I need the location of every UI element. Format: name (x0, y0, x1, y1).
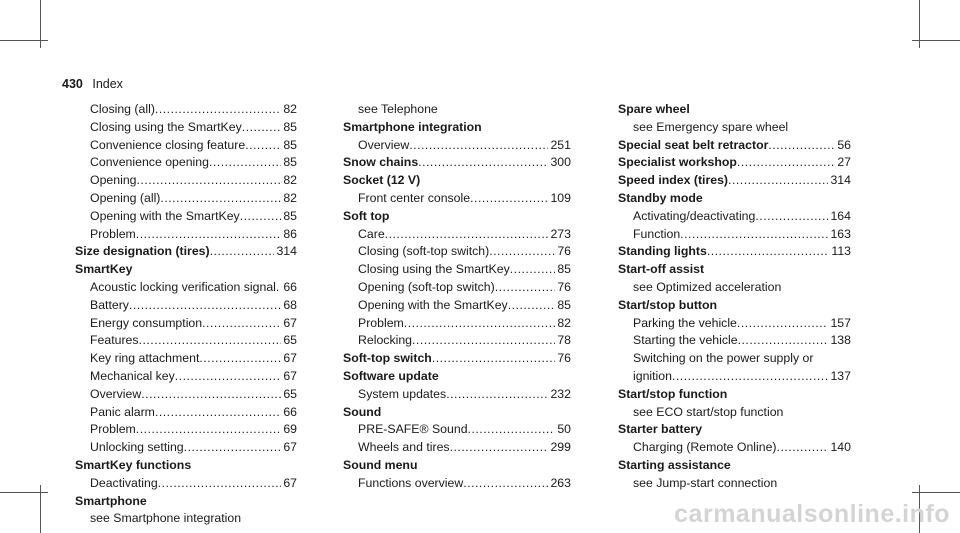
dot-leader (755, 208, 828, 226)
dot-leader (737, 315, 829, 333)
index-term: Acoustic locking verification signal (90, 279, 276, 294)
index-term: Closing (all) (90, 102, 155, 116)
index-term: Opening with the SmartKey (90, 208, 240, 223)
index-entry (618, 154, 851, 172)
index-entry (618, 386, 851, 404)
index-term: Parking the vehicle (633, 315, 737, 330)
index-term: Wheels and tires (358, 440, 450, 455)
page-reference[interactable]: 85 (557, 262, 571, 277)
page-reference[interactable]: 78 (557, 333, 571, 348)
index-subentry (75, 101, 297, 119)
index-term: see Telephone (358, 102, 438, 116)
index-term: Opening (90, 173, 137, 188)
crop-mark (912, 40, 960, 41)
dot-leader (242, 119, 282, 137)
index-term: ignition (633, 368, 672, 383)
index-subentry (75, 315, 297, 333)
dot-leader (245, 137, 281, 155)
index-subentry (75, 190, 297, 208)
index-subentry (343, 386, 571, 404)
index-term: Spare wheel (618, 102, 690, 116)
section-title: Index (92, 77, 123, 91)
index-term: SmartKey (75, 262, 133, 277)
page-reference[interactable]: 67 (283, 351, 297, 366)
dot-leader (184, 439, 282, 457)
index-entry (343, 404, 571, 422)
crop-mark (912, 492, 960, 493)
dot-leader (158, 475, 282, 493)
index-term: PRE-SAFE® Sound (358, 422, 468, 437)
index-see-reference (75, 510, 297, 528)
dot-leader (409, 137, 548, 155)
page-reference[interactable]: 82 (557, 315, 571, 330)
page-reference[interactable]: 68 (283, 297, 297, 312)
index-term: Deactivating (90, 475, 158, 490)
index-term: Socket (12 V) (343, 173, 421, 188)
dot-leader (141, 386, 281, 404)
index-subentry (75, 475, 297, 493)
index-term: Smartphone integration (343, 119, 482, 134)
index-subentry (343, 226, 571, 244)
index-subentry (75, 172, 297, 190)
watermark: carmanualsonline.info (674, 500, 950, 528)
index-term: Overview (90, 386, 142, 401)
index-term: Relocking (358, 333, 412, 348)
dot-leader (707, 243, 830, 261)
index-term: Function (633, 226, 681, 241)
index-term: Standby mode (618, 190, 703, 205)
index-term: Soft top (343, 208, 390, 223)
dot-leader (510, 261, 556, 279)
index-entry (343, 119, 571, 137)
dot-leader (737, 154, 835, 172)
index-subentry (75, 297, 297, 315)
dot-leader (240, 208, 282, 226)
page-reference[interactable]: 82 (283, 190, 297, 205)
page-reference[interactable]: 65 (283, 333, 297, 348)
dot-leader (728, 172, 828, 190)
index-term: Closing (soft-top switch) (358, 244, 490, 259)
index-term: see ECO start/stop function (633, 404, 784, 419)
index-subentry (343, 332, 571, 350)
dot-leader (672, 368, 829, 386)
dot-leader (404, 315, 556, 333)
index-subentry (618, 439, 851, 457)
index-term: Starter battery (618, 422, 703, 437)
index-subentry (75, 208, 297, 226)
page-number: 430 (62, 77, 83, 91)
index-subentry (75, 332, 297, 350)
page-reference[interactable]: 82 (283, 173, 297, 188)
index-subentry (618, 332, 851, 350)
page-reference[interactable]: 251 (550, 137, 571, 152)
index-term: Care (358, 226, 385, 241)
index-term: Opening with the SmartKey (358, 297, 508, 312)
index-subentry (75, 439, 297, 457)
index-entry (343, 368, 571, 386)
index-term: Starting assistance (618, 457, 731, 472)
dot-leader (129, 297, 281, 315)
index-entry (343, 208, 571, 226)
dot-leader (450, 439, 549, 457)
page-reference[interactable]: 27 (837, 155, 851, 170)
page-reference[interactable]: 137 (830, 368, 851, 383)
index-entry (75, 493, 297, 511)
page-reference[interactable]: 69 (283, 422, 297, 437)
index-term: Snow chains (343, 155, 419, 170)
crop-mark (0, 40, 48, 41)
dot-leader (470, 190, 548, 208)
dot-leader (680, 226, 828, 244)
dot-leader (495, 279, 556, 297)
index-subentry (343, 421, 571, 439)
index-entry (618, 421, 851, 439)
index-entry (343, 154, 571, 172)
index-term: Problem (358, 315, 404, 330)
index-entry (618, 101, 851, 119)
index-term: Front center console (358, 190, 471, 205)
index-subentry (75, 137, 297, 155)
index-term: SmartKey functions (75, 457, 192, 472)
dot-leader (777, 439, 829, 457)
dot-leader (508, 297, 556, 315)
page-reference[interactable]: 76 (557, 351, 571, 366)
index-term: Features (90, 333, 139, 348)
index-term: Soft-top switch (343, 351, 432, 366)
dot-leader (199, 350, 281, 368)
index-term: Unlocking setting (90, 440, 184, 455)
index-term: Speed index (tires) (618, 173, 729, 188)
page-reference[interactable]: 85 (283, 137, 297, 152)
index-term: System updates (358, 386, 447, 401)
index-subentry (75, 119, 297, 137)
page-reference[interactable]: 299 (550, 440, 571, 455)
index-subentry (75, 279, 297, 297)
index-term: Sound (343, 404, 382, 419)
dot-leader (160, 190, 281, 208)
dot-leader (155, 101, 281, 119)
page-reference[interactable]: 273 (550, 226, 571, 241)
index-subentry (75, 154, 297, 172)
dot-leader (768, 137, 835, 155)
dot-leader (385, 226, 549, 244)
index-entry (618, 261, 851, 279)
index-term: Specialist workshop (618, 155, 737, 170)
page-reference[interactable]: 314 (276, 244, 297, 259)
index-term: Problem (90, 422, 136, 437)
index-term: Special seat belt retractor (618, 137, 769, 152)
dot-leader (418, 154, 548, 172)
index-entry (618, 243, 851, 261)
index-term: Energy consumption (90, 315, 203, 330)
page-reference[interactable]: 76 (557, 279, 571, 294)
index-entry (618, 172, 851, 190)
index-term: Start/stop button (618, 297, 718, 312)
index-term: Convenience closing feature (90, 137, 246, 152)
page-reference[interactable]: 300 (550, 155, 571, 170)
page-reference[interactable]: 109 (550, 190, 571, 205)
page-reference[interactable]: 85 (283, 155, 297, 170)
index-column-1 (75, 101, 297, 528)
index-term: see Jump-start connection (633, 475, 778, 490)
page-reference[interactable]: 164 (830, 208, 851, 223)
index-subentry (618, 350, 851, 368)
index-term: Switching on the power supply or (633, 351, 814, 366)
dot-leader (276, 279, 281, 297)
page-reference[interactable]: 66 (283, 404, 297, 419)
page-reference[interactable]: 86 (283, 226, 297, 241)
page-reference[interactable]: 138 (830, 333, 851, 348)
dot-leader (136, 226, 282, 244)
index-term: Closing using the SmartKey (358, 262, 510, 277)
page-reference[interactable]: 140 (830, 440, 851, 455)
dot-leader (209, 154, 281, 172)
index-entry (343, 350, 571, 368)
page-reference[interactable]: 157 (830, 315, 851, 330)
index-entry (618, 137, 851, 155)
page-reference[interactable]: 67 (283, 368, 297, 383)
index-subentry (75, 350, 297, 368)
index-term: Key ring attachment (90, 351, 200, 366)
page-reference[interactable]: 67 (283, 315, 297, 330)
index-subentry (618, 208, 851, 226)
index-term: Size designation (tires) (75, 244, 210, 259)
index-term: Charging (Remote Online) (633, 440, 777, 455)
dot-leader (155, 404, 281, 422)
page-reference[interactable]: 67 (283, 475, 297, 490)
index-entry (75, 261, 297, 279)
index-see-reference (618, 279, 851, 297)
index-term: Problem (90, 226, 136, 241)
page-reference[interactable]: 76 (557, 244, 571, 259)
dot-leader (412, 332, 555, 350)
index-term: Starting the vehicle (633, 333, 738, 348)
page-reference[interactable]: 56 (837, 137, 851, 152)
crop-mark (0, 492, 48, 493)
page-reference[interactable]: 66 (283, 279, 297, 294)
index-see-reference (618, 404, 851, 422)
page-reference[interactable]: 314 (830, 173, 851, 188)
index-term: Battery (90, 297, 129, 312)
page-reference[interactable]: 85 (557, 297, 571, 312)
index-term: Convenience opening (90, 155, 209, 170)
dot-leader (139, 332, 282, 350)
index-term: Functions overview (358, 475, 464, 490)
page-reference[interactable]: 82 (283, 102, 297, 116)
index-subentry (618, 226, 851, 244)
page-reference[interactable]: 65 (283, 386, 297, 401)
index-term: Opening (all) (90, 190, 161, 205)
index-term: Start-off assist (618, 262, 705, 277)
index-subentry (343, 315, 571, 333)
index-entry (343, 172, 571, 190)
index-subentry (75, 226, 297, 244)
index-entry (618, 297, 851, 315)
index-entry (618, 457, 851, 475)
index-subentry (618, 315, 851, 333)
dot-leader (175, 368, 282, 386)
dot-leader (210, 243, 275, 261)
index-term: Opening (soft-top switch) (358, 279, 495, 294)
index-subentry (343, 190, 571, 208)
index-term: see Smartphone integration (90, 511, 242, 526)
dot-leader (446, 386, 548, 404)
index-subentry (75, 386, 297, 404)
index-subentry (343, 475, 571, 493)
index-subentry (75, 404, 297, 422)
page-reference[interactable]: 67 (283, 440, 297, 455)
dot-leader (202, 315, 281, 333)
dot-leader (468, 421, 556, 439)
page-reference[interactable]: 163 (830, 226, 851, 241)
index-column-3 (618, 101, 851, 493)
index-term: Mechanical key (90, 368, 175, 383)
index-subentry (343, 137, 571, 155)
index-entry (75, 243, 297, 261)
index-term: Smartphone (75, 493, 147, 508)
index-subentry (343, 243, 571, 261)
index-term: Software update (343, 368, 439, 383)
index-entry (618, 190, 851, 208)
index-see-reference (618, 119, 851, 137)
index-subentry (343, 261, 571, 279)
index-term: Panic alarm (90, 404, 155, 419)
page-reference[interactable]: 50 (557, 422, 571, 437)
index-term: Activating/deactivating (633, 208, 756, 223)
index-subentry (618, 368, 851, 386)
index-see-reference (618, 475, 851, 493)
index-column-2 (343, 101, 571, 493)
dot-leader (738, 332, 829, 350)
page-reference[interactable]: 85 (283, 119, 297, 134)
index-entry (75, 457, 297, 475)
index-term: Standing lights (618, 244, 707, 259)
page-reference[interactable]: 232 (550, 386, 571, 401)
index-entry (343, 457, 571, 475)
index-subentry (75, 421, 297, 439)
index-term: Sound menu (343, 457, 418, 472)
dot-leader (489, 243, 555, 261)
page-reference[interactable]: 85 (283, 208, 297, 223)
index-term: Start/stop function (618, 386, 728, 401)
page-header (62, 77, 123, 91)
index-term: see Optimized acceleration (633, 279, 782, 294)
dot-leader (432, 350, 556, 368)
index-subentry (343, 279, 571, 297)
index-subentry (75, 368, 297, 386)
index-term: Overview (358, 137, 410, 152)
dot-leader (463, 475, 548, 493)
index-term: Closing using the SmartKey (90, 119, 242, 134)
dot-leader (136, 421, 282, 439)
index-term: see Emergency spare wheel (633, 119, 789, 134)
index-subentry (343, 439, 571, 457)
page-reference[interactable]: 263 (550, 475, 571, 490)
index-subentry (343, 297, 571, 315)
page-reference[interactable]: 113 (831, 244, 851, 259)
dot-leader (137, 172, 282, 190)
index-see-reference (343, 101, 571, 119)
